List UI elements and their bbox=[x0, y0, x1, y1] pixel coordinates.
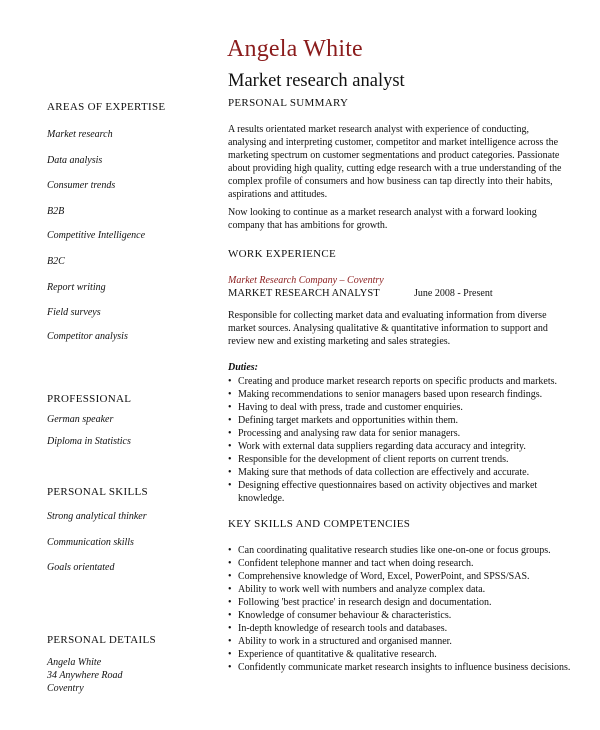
bullet-icon: • bbox=[228, 623, 232, 634]
list-item bbox=[228, 544, 573, 557]
expertise-item: Data analysis bbox=[47, 155, 103, 166]
list-item bbox=[228, 648, 573, 661]
candidate-name: Angela White bbox=[227, 36, 363, 62]
bullet-icon: • bbox=[228, 636, 232, 647]
list-item bbox=[228, 583, 573, 596]
duty-text: Work with external data suppliers regarding data accuracy and integrity. bbox=[238, 441, 526, 452]
summary-paragraph: Now looking to continue as a market research analyst with a forward looking company that has ambitions for growth. bbox=[228, 207, 537, 231]
expertise-item: Consumer trends bbox=[47, 180, 116, 191]
list-item bbox=[228, 479, 573, 505]
personal-skill-item: Goals orientated bbox=[47, 562, 115, 573]
competency-text: In-depth knowledge of research tools and databases. bbox=[238, 623, 448, 634]
bullet-icon: • bbox=[228, 441, 232, 452]
company-name: Market Research Company – Coventry bbox=[228, 275, 384, 286]
details-name: Angela White bbox=[47, 657, 102, 668]
details-city: Coventry bbox=[47, 683, 84, 694]
expertise-item: Competitor analysis bbox=[47, 331, 128, 342]
role-dates: June 2008 - Present bbox=[414, 288, 493, 299]
list-item bbox=[228, 375, 573, 388]
bullet-icon: • bbox=[228, 480, 232, 491]
list-item bbox=[228, 661, 573, 674]
bullet-icon: • bbox=[228, 454, 232, 465]
competency-text: Following 'best practice' in research design and documentation. bbox=[238, 597, 492, 608]
key-skills-heading: KEY SKILLS AND COMPETENCIES bbox=[228, 518, 411, 530]
expertise-item: Report writing bbox=[47, 282, 106, 293]
bullet-icon: • bbox=[228, 376, 232, 387]
list-item bbox=[228, 414, 573, 427]
bullet-icon: • bbox=[228, 428, 232, 439]
professional-heading: PROFESSIONAL bbox=[47, 393, 132, 405]
bullet-icon: • bbox=[228, 402, 232, 413]
professional-item: German speaker bbox=[47, 414, 114, 425]
bullet-icon: • bbox=[228, 415, 232, 426]
list-item bbox=[228, 427, 573, 440]
bullet-icon: • bbox=[228, 389, 232, 400]
duty-text: Designing effective questionnaires based on activity objectives and market knowledge. bbox=[238, 480, 538, 504]
duty-text: Creating and produce market research reports on specific products and markets. bbox=[238, 376, 558, 387]
bullet-icon: • bbox=[228, 545, 232, 556]
duty-text: Making recommendations to senior managers based upon research findings. bbox=[238, 389, 543, 400]
duty-text: Making sure that methods of data collection are effectively and accurate. bbox=[238, 467, 530, 478]
duty-text: Responsible for the development of client reports on current trends. bbox=[238, 454, 509, 465]
competency-text: Knowledge of consumer behaviour & characteristics. bbox=[238, 610, 452, 621]
personal-skill-item: Strong analytical thinker bbox=[47, 511, 147, 522]
duties-label: Duties: bbox=[228, 362, 258, 373]
bullet-icon: • bbox=[228, 649, 232, 660]
summary-heading: PERSONAL SUMMARY bbox=[228, 97, 349, 109]
bullet-icon: • bbox=[228, 597, 232, 608]
professional-item: Diploma in Statistics bbox=[47, 436, 131, 447]
duty-text: Processing and analysing raw data for senior managers. bbox=[238, 428, 461, 439]
bullet-icon: • bbox=[228, 662, 232, 673]
expertise-item: Competitive Intelligence bbox=[47, 230, 146, 241]
list-item bbox=[228, 453, 573, 466]
list-item bbox=[228, 466, 573, 479]
bullet-icon: • bbox=[228, 610, 232, 621]
job-title: Market research analyst bbox=[228, 71, 405, 91]
personal-skill-item: Communication skills bbox=[47, 537, 134, 548]
personal-details-heading: PERSONAL DETAILS bbox=[47, 634, 156, 646]
expertise-item: Field surveys bbox=[47, 307, 101, 318]
duty-text: Defining target markets and opportunities within them. bbox=[238, 415, 459, 426]
summary-paragraph: A results orientated market research analyst with experience of conducting, analysing and interpreting customer, competitor and market intelligence across the marketing spectrum on customer segmentations and product categories. Passionate about providing high quality, cutting edge research with a true understanding of the complex profile of consumers and how business can tap directly into their habits, aspirations and attitudes. bbox=[228, 124, 562, 200]
list-item bbox=[228, 609, 573, 622]
competency-text: Experience of quantitative & qualitative research. bbox=[238, 649, 437, 660]
list-item bbox=[228, 440, 573, 453]
details-address: 34 Anywhere Road bbox=[47, 670, 123, 681]
competency-text: Confident telephone manner and tact when doing research. bbox=[238, 558, 474, 569]
personal-skills-heading: PERSONAL SKILLS bbox=[47, 486, 148, 498]
role-description: Responsible for collecting market data and evaluating information from diverse market sources. Analysing qualitative & quantitative information to support and review new and existing marketing and sales strategies. bbox=[228, 310, 548, 347]
bullet-icon: • bbox=[228, 571, 232, 582]
competency-text: Comprehensive knowledge of Word, Excel, PowerPoint, and SPSS/SAS. bbox=[238, 571, 530, 582]
list-item bbox=[228, 622, 573, 635]
competency-text: Ability to work well with numbers and analyze complex data. bbox=[238, 584, 486, 595]
competencies-list bbox=[228, 544, 573, 674]
expertise-item: Market research bbox=[47, 129, 113, 140]
expertise-item: B2C bbox=[47, 256, 65, 267]
competency-text: Confidently communicate market research insights to influence business decisions. bbox=[238, 662, 571, 673]
list-item bbox=[228, 401, 573, 414]
bullet-icon: • bbox=[228, 584, 232, 595]
duty-text: Having to deal with press, trade and customer enquiries. bbox=[238, 402, 463, 413]
bullet-icon: • bbox=[228, 558, 232, 569]
list-item bbox=[228, 635, 573, 648]
role-title: MARKET RESEARCH ANALYST bbox=[228, 288, 380, 299]
duties-list bbox=[228, 375, 573, 505]
expertise-item: B2B bbox=[47, 206, 65, 217]
list-item bbox=[228, 388, 573, 401]
expertise-heading: AREAS OF EXPERTISE bbox=[47, 101, 166, 113]
list-item bbox=[228, 557, 573, 570]
work-experience-heading: WORK EXPERIENCE bbox=[228, 248, 337, 260]
list-item bbox=[228, 570, 573, 583]
list-item bbox=[228, 596, 573, 609]
competency-text: Can coordinating qualitative research studies like one-on-one or focus groups. bbox=[238, 545, 551, 556]
competency-text: Ability to work in a structured and organised manner. bbox=[238, 636, 452, 647]
bullet-icon: • bbox=[228, 467, 232, 478]
